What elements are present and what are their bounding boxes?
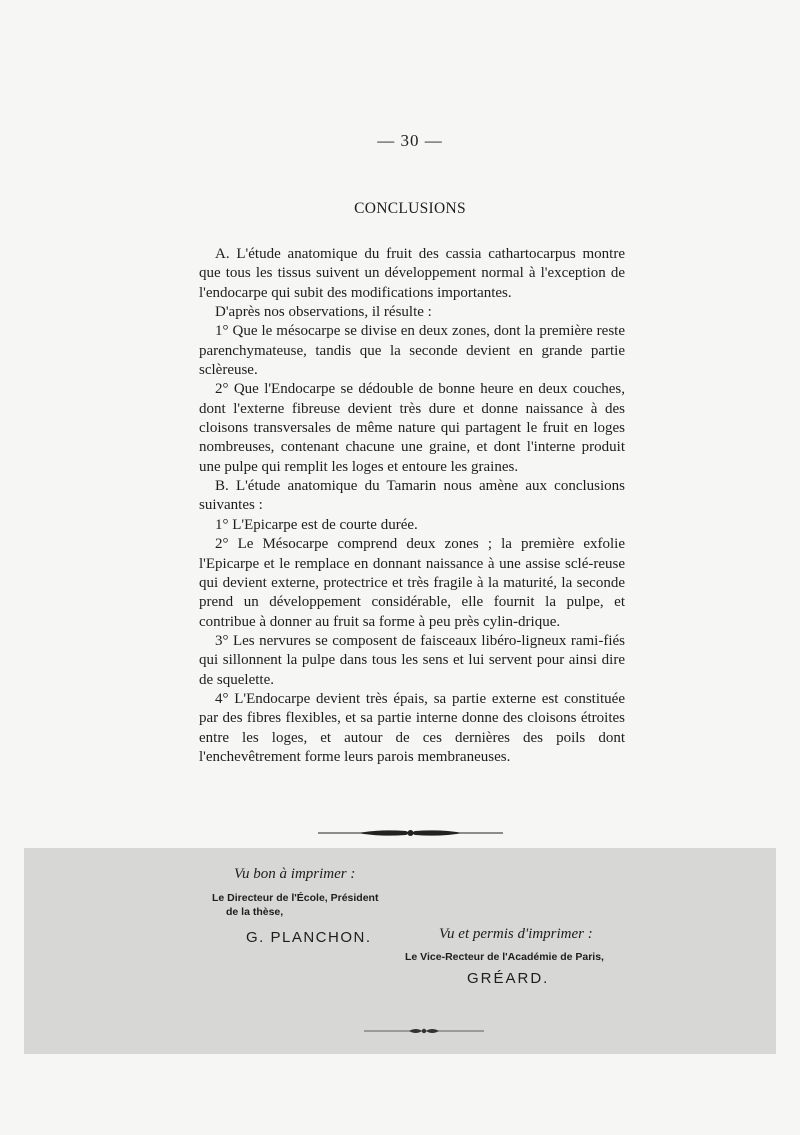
imprimatur-box	[24, 848, 776, 1054]
paragraph-a1: 1° Que le mésocarpe se divise en deux zones, dont la première reste parenchymateuse, tandis que la seconde devient en grande partie sclèreuse.	[199, 323, 625, 379]
ornament-divider	[318, 823, 503, 843]
small-ornament-divider	[364, 1024, 484, 1038]
page-number: — 30 —	[377, 131, 443, 150]
vice-recteur-name: GRÉARD.	[467, 970, 550, 987]
paragraph-a: A. L'étude anatomique du fruit des cassia cathartocarpus montre que tous les tissus suivent un développement normal à l'exception de l'endocarpe qui subit des modifications importantes.	[199, 246, 625, 301]
paragraph-b1: 1° L'Epicarpe est de courte durée.	[215, 516, 418, 533]
vu-bon-label: Vu bon à imprimer :	[234, 866, 356, 882]
vu-permis-label: Vu et permis d'imprimer :	[439, 926, 593, 942]
director-name: G. PLANCHON.	[246, 929, 372, 946]
paragraph-b3: 3° Les nervures se composent de faisceaux libéro-ligneux rami-fiés qui sillonnent la pulpe dans tous les sens et lui servent pour ainsi dire de squelette.	[199, 632, 625, 688]
paragraph-a2: 2° Que l'Endocarpe se dédouble de bonne heure en deux couches, dont l'externe fibreuse devient très dure et donne naissance à des cloisons transversales de même nature qui partagent le fruit en loges nombreuses, contenant chacune une graine, et dont l'interne produit une pulpe qui remplit les loges et entoure les graines.	[199, 381, 625, 475]
director-title	[212, 891, 432, 919]
paragraph-b2: 2° Le Mésocarpe comprend deux zones ; la première exfolie l'Epicarpe et le remplace en donnant naissance à une assise sclé-reuse qui devient externe, protectrice et très fragile à la maturité, la seconde prend un développement considérable, elle fournit la pulpe, et contribue à donner au fruit sa forme à peu près cylin-drique.	[199, 536, 625, 630]
section-heading: CONCLUSIONS	[354, 200, 466, 217]
paragraph-observations: D'après nos observations, il résulte :	[215, 304, 432, 321]
paragraph-b: B. L'étude anatomique du Tamarin nous amène aux conclusions suivantes :	[199, 478, 625, 514]
conclusions-body	[199, 245, 625, 767]
vice-recteur-title: Le Vice-Recteur de l'Académie de Paris,	[405, 951, 604, 963]
director-line-2: de la thèse,	[226, 906, 284, 918]
director-line-1: Le Directeur de l'École, Président	[212, 892, 379, 904]
paragraph-b4: 4° L'Endocarpe devient très épais, sa partie externe est constituée par des fibres flexibles, et sa partie interne donne des cloisons étroites entre les loges, et autour de ces dernières des poils dont l'enchevêtrement forme leurs parois membraneuses.	[199, 690, 625, 765]
